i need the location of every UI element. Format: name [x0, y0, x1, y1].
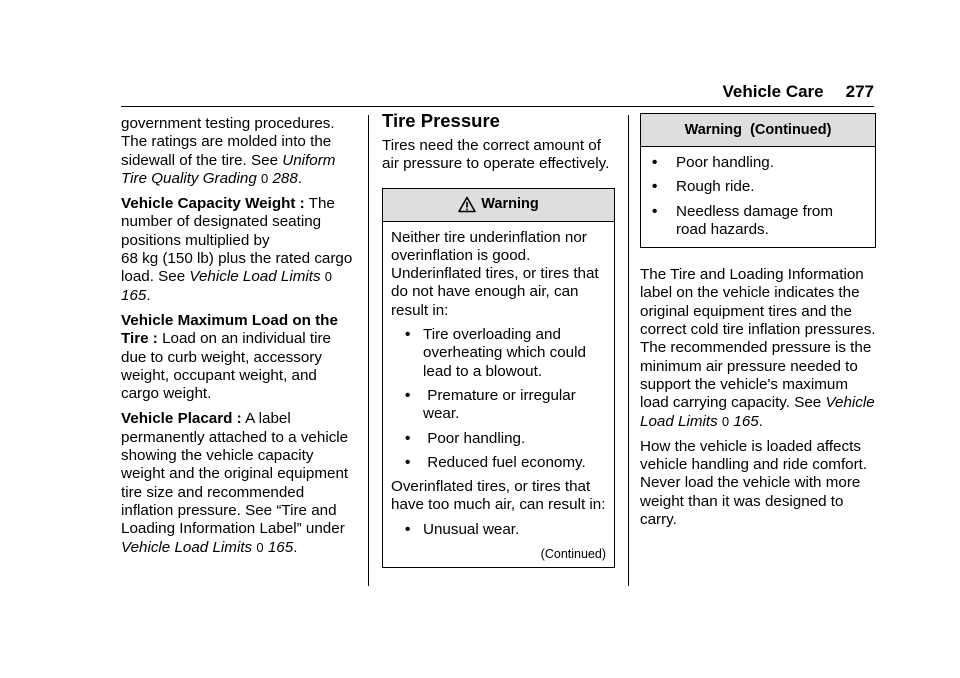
period: .	[146, 286, 151, 304]
warning-text: Neither tire underinflation nor overinflation is good. Underinflated tires, or tires that do not have enough air, can result in:	[391, 228, 599, 319]
term-label: Vehicle Placard :	[121, 410, 242, 428]
ref-page: 165	[267, 538, 294, 556]
warning-box	[382, 188, 615, 569]
list-item-text: Poor handling.	[676, 154, 774, 171]
warning-body	[641, 147, 875, 247]
bullet-icon: •	[405, 429, 411, 447]
definition-max-load	[121, 312, 357, 403]
body-text: A label permanently attached to a vehicle showing the vehicle capacity weight and the original equipment tire size and recommended inflation pressure. See “Tire and Loading Information Label” under	[121, 410, 349, 538]
body-text: Load on an individual tire due to curb weight, accessory weight, occupant weight, and cargo weight.	[121, 330, 331, 403]
list-item-text: Needless damage from road hazards.	[676, 202, 834, 238]
period: .	[297, 169, 303, 187]
section-heading: Tire Pressure	[382, 110, 500, 131]
column-middle	[382, 110, 615, 568]
ref-title: Vehicle Load Limits	[640, 394, 875, 430]
warning-body	[383, 222, 614, 568]
ref-title: Vehicle Load Limits	[121, 538, 253, 556]
warning-header	[383, 189, 614, 222]
list-item	[405, 387, 606, 424]
paragraph-tire-label	[640, 266, 876, 431]
period: .	[293, 538, 298, 556]
warning-text: Overinflated tires, or tires that have too much air, can result in:	[391, 478, 606, 514]
warning-triangle-icon	[458, 196, 476, 214]
bullet-icon: •	[652, 178, 658, 196]
list-item-text: Unusual wear.	[423, 520, 520, 538]
list-item	[405, 326, 606, 381]
term-label: Vehicle Capacity Weight :	[121, 195, 305, 213]
definition-placard	[121, 410, 357, 556]
bullet-icon: •	[652, 154, 658, 171]
bullet-icon: •	[405, 453, 411, 471]
body-text: The Tire and Loading Information label on the vehicle indicates the original equipment tires and the correct cold tire inflation pressures. The recommended pressure is the minimum air pressure needed to support the vehicle's maximum load carrying capacity. See	[640, 266, 876, 412]
list-item-text: Tire overloading and overheating which could lead to a blowout.	[423, 326, 586, 380]
list-item-text: Poor handling.	[423, 429, 526, 447]
page-ref-arrow-icon: 0	[256, 539, 264, 555]
column-divider	[368, 115, 369, 586]
list-item	[405, 521, 606, 539]
list-item-text: Premature or irregular wear.	[423, 386, 581, 423]
body-text: government testing procedures. The ratings are molded into the sidewall of the tire. See	[121, 115, 335, 169]
ref-title: Uniform Tire Quality Grading	[121, 151, 336, 187]
list-item-text: Reduced fuel economy.	[423, 453, 586, 471]
page-number: 277	[845, 82, 874, 101]
ref-page: 165	[733, 412, 759, 430]
body-text: 68 kg (150 lb) plus the rated cargo load. See	[121, 250, 353, 286]
paragraph-loading: How the vehicle is loaded affects vehicle handling and ride comfort. Never load the vehicle with more weight than it was designed to carry.	[640, 437, 868, 529]
ref-title: Vehicle Load Limits	[189, 268, 321, 286]
page-ref-arrow-icon: 0	[324, 269, 333, 285]
list-item	[405, 430, 606, 448]
page-ref-arrow-icon: 0	[261, 170, 269, 186]
list-item-text: Rough ride.	[676, 178, 755, 196]
column-divider	[628, 115, 629, 586]
column-left	[121, 115, 357, 564]
header-rule	[121, 106, 874, 107]
section-title-header: Vehicle Care	[722, 82, 824, 101]
term-label: Vehicle Maximum Load on the Tire :	[121, 311, 338, 348]
warning-header	[641, 114, 875, 147]
column-right	[640, 113, 876, 536]
page-header	[723, 82, 875, 102]
intro-paragraph: Tires need the correct amount of air pressure to operate effectively.	[382, 137, 610, 173]
period: .	[758, 412, 763, 430]
warning-title: Warning (Continued)	[684, 121, 832, 138]
continued-label: (Continued)	[540, 547, 606, 562]
page-ref-arrow-icon: 0	[721, 413, 730, 429]
ref-page: 288	[272, 169, 298, 187]
paragraph-testing	[121, 115, 357, 188]
list-item	[652, 178, 867, 196]
bullet-icon: •	[405, 520, 411, 538]
body-text: The number of designated seating positions multiplied by	[121, 195, 335, 249]
bullet-icon: •	[652, 202, 658, 220]
bullet-icon: •	[405, 326, 411, 344]
list-item	[405, 454, 606, 472]
warning-title: Warning	[481, 196, 539, 213]
warning-box-continued	[640, 113, 876, 248]
bullet-icon: •	[405, 386, 411, 404]
definition-capacity-weight	[121, 195, 357, 305]
ref-page: 165	[121, 286, 147, 304]
list-item	[652, 154, 867, 172]
list-item	[652, 203, 867, 240]
cross-reference-link[interactable]	[121, 539, 293, 556]
